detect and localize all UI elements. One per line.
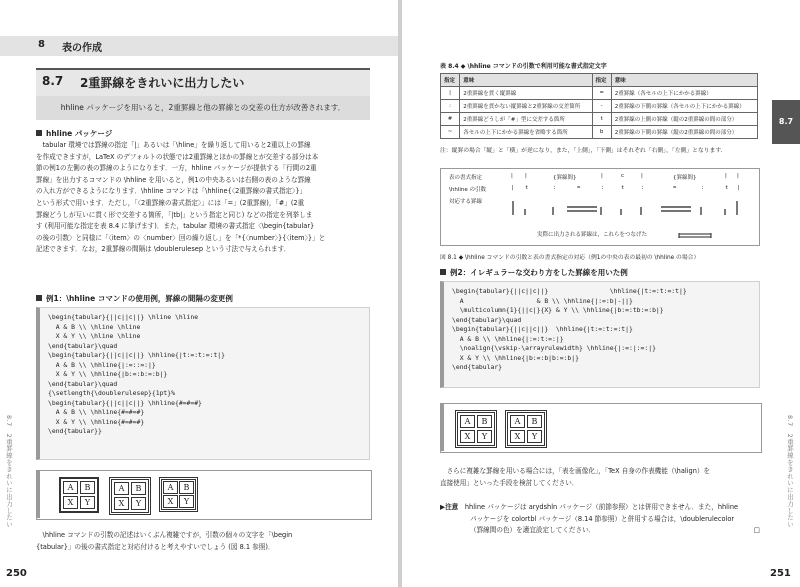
- table-header-cell: 指定: [441, 74, 460, 87]
- matrix-cell: X: [460, 430, 475, 443]
- fig-spec-char: |: [525, 173, 527, 179]
- code-line: \begin{tabular}{||c||c||} \hhline{#=#=#}: [48, 398, 202, 407]
- body-line: {tabular}」の後の書式指定と対応付けると考えやすいでしょう (図 8.1 参照)．: [36, 542, 275, 551]
- right-page: [402, 0, 800, 587]
- matrix-cell: Y: [131, 497, 146, 510]
- table-cell: 2重罫線の上側の罫線（縦の2重罫線の間の部分）: [611, 113, 757, 126]
- matrix-cell: X: [63, 496, 78, 509]
- body-line: 罫線どうしが互いに貫く形で交差する箇所，「|tb|」という指定と同じ) などの指定を列挙しま: [36, 210, 313, 219]
- table-cell: -: [592, 100, 611, 113]
- example1-code-block: [36, 307, 370, 460]
- table-row: [441, 113, 758, 126]
- table-row: [441, 87, 758, 100]
- fig-spec-char: c: [621, 173, 625, 179]
- fig-arg-char: :: [553, 185, 557, 191]
- body-line: 罫線」を出力するコマンドの \hhline を用いると，例1の中央あるいは右側の表のような罫線: [36, 175, 311, 184]
- joined-rule-icon: [677, 231, 713, 239]
- fig-spec-char: |: [511, 173, 513, 179]
- matrix-cell: B: [527, 415, 542, 428]
- table-caption: 表 8.4 ◆ \hhline コマンドの引数で利用可能な書式指定文字: [440, 63, 607, 70]
- code-line: \end{tabular}: [452, 363, 503, 371]
- table-header-cell: 指定: [592, 74, 611, 87]
- body-line: 節の例1の左側の表の罫線のようになります．一方，hhline パッケージが提供する「行間の2重: [36, 164, 317, 173]
- page-number: 251: [770, 568, 791, 579]
- caution-label: ▶注意: [440, 503, 459, 511]
- fig-spec-char: {罫線間}: [673, 175, 697, 181]
- table-cell: 各セルの上下にかかる罫線を省略する箇所: [460, 126, 592, 139]
- code-line: A & B \\ \hhline{|:=:t:=:|}: [452, 334, 564, 343]
- table-header-cell: 意味: [460, 74, 592, 87]
- fig-arg-char: :: [701, 185, 705, 191]
- caution-line: パッケージを colortbl パッケージ（8.14 節参照）と併用する場合は，\doublerulecolor: [470, 514, 735, 523]
- matrix-cell: Y: [80, 496, 95, 509]
- end-mark: □: [753, 526, 760, 535]
- square-bullet-icon: [36, 295, 42, 301]
- section-summary: hhline パッケージを用いると，2重罫線と他の罫線との交差の仕方が改善されます．: [36, 96, 370, 120]
- fig-arg-char: |: [737, 185, 741, 191]
- code-line: \end{tabular}\quad: [48, 341, 118, 350]
- example1-title: 例1：\hhline コマンドの使用例，罫線の間隔の変更例: [36, 293, 233, 304]
- matrix-cell: X: [114, 497, 129, 510]
- rule-segments-illustration: [501, 199, 751, 219]
- code-line: X & Y \\ \hhline{#=#=#}: [48, 417, 145, 426]
- body-line: さらに複雑な罫線を用いる場合には，「表を画像化」，「TeX 自身の作表機能（\halign）を: [440, 467, 711, 475]
- output-table-left: [59, 477, 99, 513]
- body-line: 直接使用」といった手段を検討してください．: [440, 478, 579, 487]
- fig-arg-char: t: [621, 185, 625, 191]
- subhead-hhline-package: hhline パッケージ: [36, 128, 112, 139]
- format-spec-table: [440, 73, 758, 139]
- code-line: X & Y \\ \hhline{|b:=:b:=:b|}: [48, 370, 168, 378]
- example2-output: [440, 403, 762, 453]
- table-cell: 2重罫線どうしが「#」型に交差する箇所: [460, 113, 592, 126]
- code-line: \begin{tabular}{||c||c||} \hhline{|t:=:t:=:t|}: [452, 287, 687, 295]
- output-marker: [440, 403, 444, 451]
- page-number: 250: [6, 568, 27, 579]
- fig-spec-char: |: [737, 173, 739, 179]
- example1-output: [36, 470, 372, 520]
- fig-spec-char: {罫線間}: [553, 175, 577, 181]
- output-table-irregular-2: [505, 410, 547, 448]
- table-cell: 2重罫線の下側の罫線（各セルの上下にかかる罫線）: [611, 100, 757, 113]
- code-line: \begin{tabular}{||c||c||} \hhline{|t:=:t:=:t|}: [452, 325, 633, 333]
- code-line: A & B \\ \hhline{#=#=#}: [48, 408, 145, 416]
- table-cell: ~: [441, 126, 460, 139]
- code-line: \noalign{\vskip-\arrayrulewidth} \hhline{|:=:|:=:|}: [452, 344, 656, 352]
- code-line: X & Y \\ \hhline{|b:=:b|b:=:b|}: [452, 353, 579, 362]
- matrix-cell: Y: [527, 430, 542, 443]
- chapter-header: [0, 36, 398, 56]
- body-line: \hhline コマンドの引数の記述はいくぶん複雑ですが，引数の個々の文字を「\begin: [36, 531, 293, 539]
- body-line: の入れ方ができるようになります．\hhline コマンドは「\hhline{〈2重罫線の書式指定〉}」: [36, 187, 307, 196]
- intro-paragraph: [36, 140, 370, 256]
- table-note: 注：縦罫の場合「縦」と「横」が逆になり，また，「上側」，「下側」はそれぞれ「右側」，「左側」となります．: [440, 148, 727, 154]
- table-row: [441, 126, 758, 139]
- table-cell: 2重罫線の下側の罫線（縦の2重罫線の間の部分）: [611, 126, 757, 139]
- matrix-cell: A: [510, 415, 525, 428]
- matrix-cell: B: [80, 481, 95, 494]
- output-table-center: [109, 477, 151, 515]
- section-number: 8.7: [42, 74, 64, 88]
- fig-bottom-note: 実際に出力される罫線は，これらをつなげた: [537, 232, 648, 238]
- left-page: [0, 0, 398, 587]
- code-line: \end{tabular}\quad: [48, 379, 118, 388]
- matrix-cell: A: [63, 481, 78, 494]
- fig-arg-char: :: [601, 185, 605, 191]
- fig-row-label: \hhline の引数: [449, 187, 486, 193]
- square-bullet-icon: [440, 269, 446, 275]
- fig-spec-char: |: [641, 173, 643, 179]
- body-line: という形式で用います．ただし，「〈2重罫線の書式指定〉」には「=」(2重罫線)，「#」(2重: [36, 198, 305, 207]
- matrix-cell: Y: [179, 495, 194, 508]
- table-row: [441, 100, 758, 113]
- body-line: の後の引数〉と同様に「〈item〉の〈number〉回の繰り返し」を「*{〈number〉}{〈item〉}」と: [36, 233, 326, 242]
- code-line: \end{tabular}}: [48, 427, 102, 435]
- code-line: A & B \\ \hhline{|:=::=:|}: [48, 360, 156, 369]
- side-running-title: 8.7 2重罫線をきれいに出力したい: [786, 415, 794, 528]
- figure-caption: 図 8.1 ◆ \hhline コマンドの引数と表の書式指定の対応（例1の中央の表の最初の \hhline の場合）: [440, 255, 700, 261]
- table-cell: 2重罫線を貫く縦罫線: [460, 87, 592, 100]
- side-running-title: 8.7 2重罫線をきれいに出力したい: [5, 415, 13, 528]
- caution-line: （罫線間の色）を適宜設定してください．: [470, 526, 596, 535]
- section-title: 2重罫線をきれいに出力したい: [80, 76, 245, 90]
- fig-arg-char: =: [673, 185, 677, 191]
- code-line: A & B \\ \hhline{|:=:b|-||}: [452, 296, 633, 305]
- output-table-irregular-1: [455, 410, 497, 448]
- section-heading: [36, 68, 370, 96]
- example2-title: 例2：イレギュラーな交わり方をした罫線を用いた例: [440, 267, 628, 278]
- square-bullet-icon: [36, 130, 42, 136]
- table-cell: =: [592, 87, 611, 100]
- table-cell: |: [441, 87, 460, 100]
- body-line: す (利用可能な指定を表 8.4 に挙げます)．また，tabular 環境の書式指定〈\begin{tabular}: [36, 222, 315, 231]
- matrix-cell: X: [163, 495, 178, 508]
- table-cell: 2重罫線を貫かない縦罫線と2重罫線の交差箇所: [460, 100, 592, 113]
- matrix-cell: B: [131, 482, 146, 495]
- chapter-title: 表の作成: [62, 43, 102, 54]
- advice-paragraph: [440, 466, 760, 489]
- fig-arg-char: :: [641, 185, 645, 191]
- code-line: \begin{tabular}{||c||c||} \hhline{|t:=:t:=:t|}: [48, 351, 225, 359]
- fig-arg-char: =: [577, 185, 581, 191]
- matrix-cell: Y: [477, 430, 492, 443]
- code-line: X & Y \\ \hline \hline: [48, 332, 141, 340]
- body-line: を作成できますが，LaTeX のデフォルトの状態では2重罫線とほかの罫線とが交差する部分は本: [36, 152, 319, 161]
- example2-code-block: [440, 281, 760, 388]
- code-line: {\setlength{\doublerulesep}{1pt}%: [48, 389, 175, 397]
- output-marker: [36, 470, 40, 518]
- fig-spec-char: |: [725, 173, 727, 179]
- caution-note: [440, 502, 760, 537]
- figure-8-1: [440, 168, 760, 246]
- body-line: 記述できます．なお，2重罫線の間隔は \doublerulesep という寸法で与えられます．: [36, 245, 291, 254]
- table-cell: 2重罫線（各セルの上下にかかる罫線）: [611, 87, 757, 100]
- code-line: A & B \\ \hline \hline: [48, 322, 141, 331]
- code-line: \end{tabular}\quad: [452, 315, 522, 324]
- matrix-cell: A: [460, 415, 475, 428]
- fig-arg-char: t: [525, 185, 529, 191]
- body-line: tabular 環境では罫線の指定「|」あるいは「\hline」を繰り返して用いると2重以上の罫線: [36, 141, 311, 149]
- table-cell: t: [592, 113, 611, 126]
- matrix-cell: B: [179, 481, 194, 494]
- table-header-cell: 意味: [611, 74, 757, 87]
- fig-arg-char: t: [725, 185, 729, 191]
- code-line: \begin{tabular}{||c||c||} \hline \hline: [48, 313, 199, 321]
- matrix-cell: B: [477, 415, 492, 428]
- output-table-right: [159, 477, 198, 512]
- matrix-cell: A: [114, 482, 129, 495]
- fig-spec-char: |: [601, 173, 603, 179]
- matrix-cell: A: [163, 481, 178, 494]
- table-cell: #: [441, 113, 460, 126]
- closing-paragraph: [36, 530, 370, 553]
- table-cell: :: [441, 100, 460, 113]
- chapter-number: 8: [38, 39, 45, 50]
- table-cell: b: [592, 126, 611, 139]
- matrix-cell: X: [510, 430, 525, 443]
- section-thumb-tab: 8.7: [772, 100, 800, 144]
- fig-arg-char: |: [511, 185, 515, 191]
- fig-row-label: 対応する罫線: [449, 199, 483, 205]
- code-line: \multicolumn{1}{||c|}{X} & Y \\ \hhline{|b:=:tb:=:b|}: [452, 306, 664, 314]
- caution-line: hhline パッケージは arydshln パッケージ（前節参照）とは併用できません．また，hhline: [464, 503, 739, 511]
- fig-row-label: 表の書式指定: [449, 175, 483, 181]
